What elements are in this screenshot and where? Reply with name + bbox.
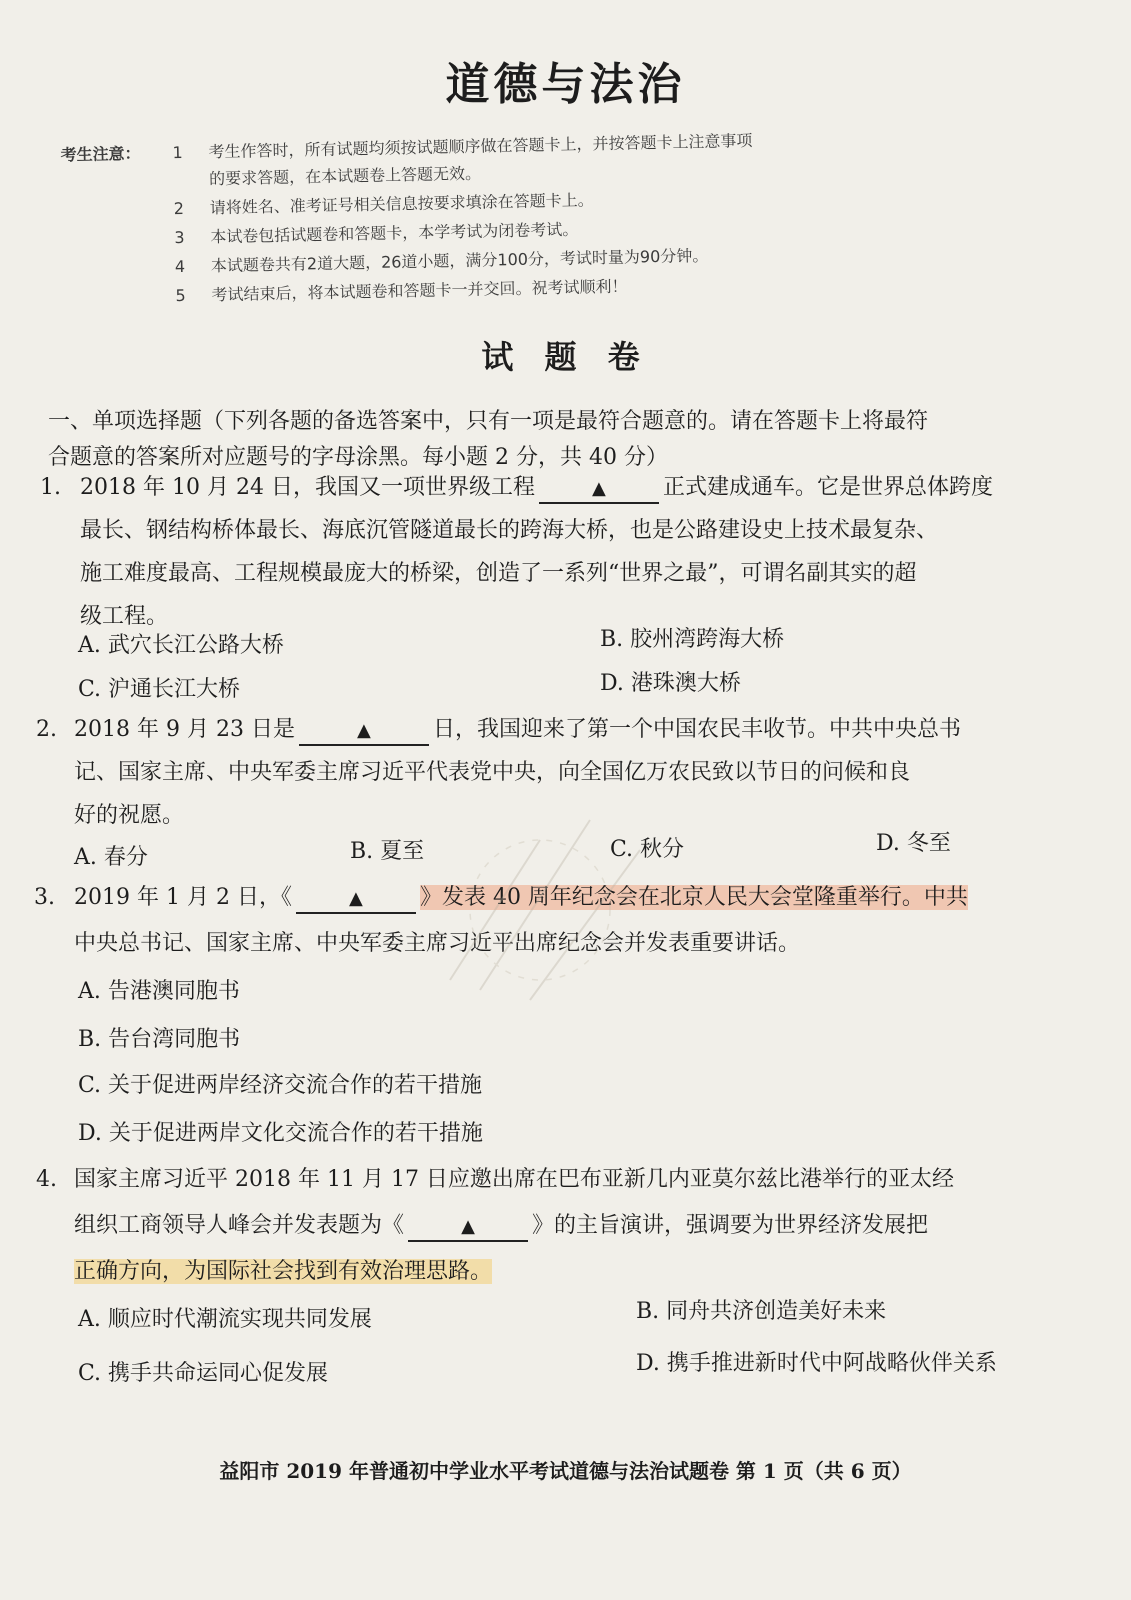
instruction-line: 合题意的答案所对应题号的字母涂黑。每小题 2 分，共 40 分）: [48, 445, 668, 470]
watermark-stamp-icon: [420, 780, 680, 1020]
notice-item: 3 本试卷包括试题卷和答题卡，本学考试为闭卷考试。: [174, 219, 579, 248]
notice-item: 的要求答题，在本试题卷上答题无效。: [208, 163, 482, 189]
notice-label: 考生注意：: [60, 143, 141, 165]
answer-blank: [539, 475, 659, 504]
option-d[interactable]: D. 冬至: [876, 831, 951, 856]
question-line: 正确方向，为国际社会找到有效治理思路。: [74, 1259, 493, 1284]
triangle-icon: ▲: [592, 478, 606, 499]
option-c[interactable]: C. 关于促进两岸经济交流合作的若干措施: [78, 1073, 483, 1098]
question-line: 2019 年 1 月 2 日，《 ▲ 》发表 40 周年纪念会在北京人民大会堂隆重举行。中共: [74, 876, 968, 919]
option-a[interactable]: A. 告港澳同胞书: [78, 979, 240, 1004]
option-b[interactable]: B. 告台湾同胞书: [78, 1027, 241, 1052]
question-number: 2.: [36, 717, 57, 742]
question-line: 2018 年 9 月 23 日是 ▲ 日，我国迎来了第一个中国农民丰收节。中共中央总书: [74, 708, 961, 751]
question-line: 记、国家主席、中央军委主席习近平代表党中央，向全国亿万农民致以节日的问候和良: [74, 760, 911, 785]
option-a[interactable]: A. 武穴长江公路大桥: [78, 633, 284, 658]
option-b[interactable]: B. 夏至: [350, 839, 425, 864]
option-a[interactable]: A. 顺应时代潮流实现共同发展: [78, 1307, 372, 1332]
triangle-icon: ▲: [349, 888, 363, 909]
notice-item: 2 请将姓名、准考证号相关信息按要求填涂在答题卡上。: [173, 190, 594, 219]
section-title: 试 题 卷: [481, 338, 650, 376]
option-c[interactable]: C. 沪通长江大桥: [78, 677, 241, 702]
triangle-icon: ▲: [357, 720, 371, 741]
question-line: 2018 年 10 月 24 日，我国又一项世界级工程 ▲ 正式建成通车。它是世界总体跨度: [80, 466, 993, 509]
option-b[interactable]: B. 同舟共济创造美好未来: [636, 1299, 887, 1324]
option-b[interactable]: B. 胶州湾跨海大桥: [600, 627, 785, 652]
option-d[interactable]: D. 携手推进新时代中阿战略伙伴关系: [636, 1351, 997, 1376]
question-line: 中央总书记、国家主席、中央军委主席习近平出席纪念会并发表重要讲话。: [74, 931, 801, 956]
answer-blank: [296, 885, 416, 914]
question-number: 1.: [40, 475, 61, 500]
page-footer: 益阳市 2019 年普通初中学业水平考试道德与法治试题卷 第 1 页（共 6 页）: [219, 1459, 912, 1483]
question-line: 施工难度最高、工程规模最庞大的桥梁，创造了一系列“世界之最”，可谓名副其实的超: [80, 561, 917, 586]
question-number: 4.: [36, 1167, 57, 1192]
triangle-icon: ▲: [461, 1216, 475, 1237]
option-a[interactable]: A. 春分: [74, 845, 148, 870]
option-d[interactable]: D. 港珠澳大桥: [600, 671, 741, 696]
exam-notice: [60, 112, 1060, 306]
question-line: 最长、钢结构桥体最长、海底沉管隧道最长的跨海大桥，也是公路建设史上技术最复杂、: [80, 518, 939, 543]
question-number: 3.: [34, 885, 55, 910]
notice-item: 5 考试结束后，将本试题卷和答题卡一并交回。祝考试顺利！: [175, 276, 628, 306]
instruction-line: 一、单项选择题（下列各题的备选答案中，只有一项是最符合题意的。请在答题卡上将最符: [48, 409, 929, 434]
option-d[interactable]: D. 关于促进两岸文化交流合作的若干措施: [78, 1121, 483, 1146]
answer-blank: [299, 717, 429, 746]
question-line: 级工程。: [80, 604, 169, 629]
question-line: 国家主席习近平 2018 年 11 月 17 日应邀出席在巴布亚新几内亚莫尔兹比港举行的亚太经: [74, 1167, 954, 1192]
option-c[interactable]: C. 秋分: [610, 837, 685, 862]
notice-item: 4 本试题卷共有2道大题，26道小题，满分100分，考试时量为90分钟。: [174, 245, 709, 277]
question-line: 好的祝愿。: [74, 803, 185, 828]
notice-item: 1 考生作答时，所有试题均须按试题顺序做在答题卡上，并按答题卡上注意事项: [172, 130, 753, 163]
answer-blank: [408, 1213, 528, 1242]
option-c[interactable]: C. 携手共命运同心促发展: [78, 1361, 329, 1386]
question-line: 组织工商领导人峰会并发表题为《 ▲ 》的主旨演讲，强调要为世界经济发展把: [74, 1204, 928, 1247]
page-title: 道德与法治: [445, 59, 686, 110]
